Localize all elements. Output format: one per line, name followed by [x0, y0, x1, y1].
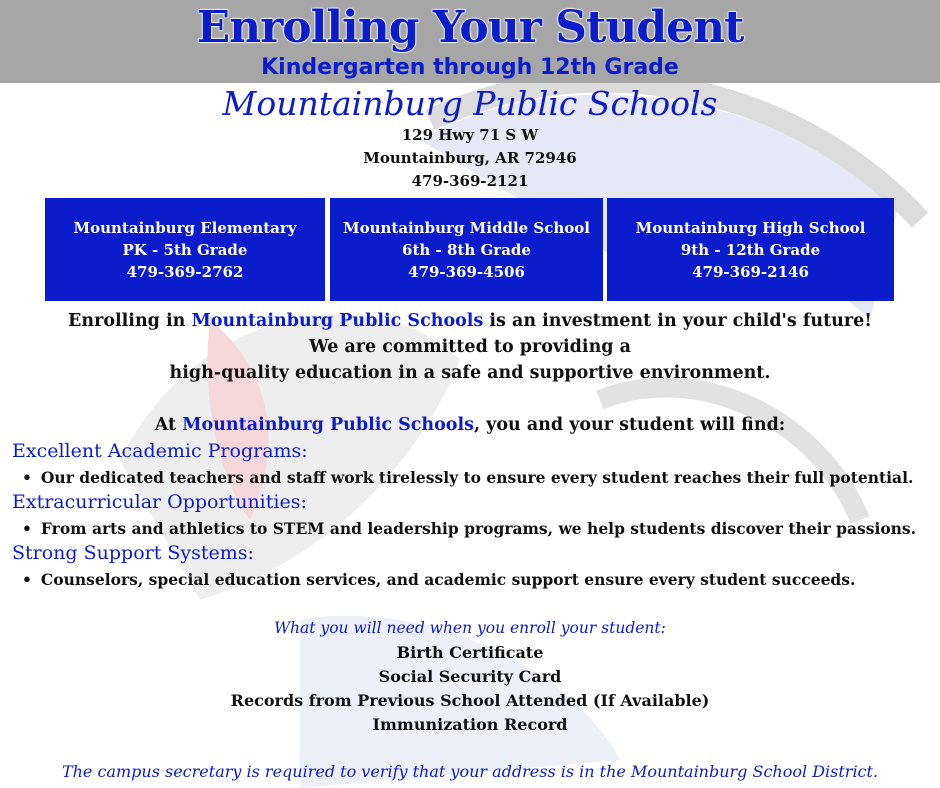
footer-note: The campus secretary is required to verify that your address is in the Mountainburg School District.	[61, 762, 879, 781]
page-title: Enrolling Your Student	[196, 2, 744, 53]
section-bullet: • Counselors, special education services, and academic support ensure every student succeeds.	[22, 570, 855, 589]
school-phone: 479-369-2146	[692, 263, 809, 281]
district-address-line1: 129 Hwy 71 S W	[401, 126, 539, 144]
school-grades: 9th - 12th Grade	[680, 241, 821, 259]
school-name: Mountainburg High School	[635, 219, 866, 237]
needs-item: Records from Previous School Attended (If Available)	[230, 691, 710, 710]
section-heading: Extracurricular Opportunities:	[12, 491, 307, 513]
school-name: Mountainburg Elementary	[73, 219, 297, 237]
district-highlight: Mountainburg Public Schools	[191, 311, 484, 331]
school-name: Mountainburg Middle School	[342, 219, 590, 237]
needs-item: Social Security Card	[378, 667, 562, 686]
district-name: Mountainburg Public Schools	[222, 84, 718, 123]
section-heading: Strong Support Systems:	[12, 542, 254, 564]
page-subtitle: Kindergarten through 12th Grade	[261, 55, 679, 80]
section-bullet: • Our dedicated teachers and staff work tirelessly to ensure every student reaches their full potential.	[22, 468, 913, 487]
school-box-high	[607, 198, 894, 301]
school-grades: 6th - 8th Grade	[402, 241, 531, 259]
needs-item: Birth Certificate	[396, 643, 544, 662]
school-phone: 479-369-2762	[126, 263, 244, 281]
section-heading: Excellent Academic Programs:	[12, 440, 308, 462]
needs-heading: What you will need when you enroll your student:	[274, 619, 666, 637]
district-phone: 479-369-2121	[411, 172, 529, 190]
needs-item: Immunization Record	[372, 715, 568, 734]
find-text: At Mountainburg Public Schools, you and your student will find:	[154, 415, 786, 435]
needs-list	[0, 641, 940, 737]
school-box-middle	[330, 198, 603, 301]
district-highlight: Mountainburg Public Schools	[182, 415, 474, 435]
school-box-elementary	[45, 198, 325, 301]
intro-text: Enrolling in Mountainburg Public Schools is an investment in your child's future! We are committed to providing a high-quality education in a safe and supportive environment.	[68, 311, 872, 383]
school-grades: PK - 5th Grade	[122, 241, 248, 259]
school-phone: 479-369-4506	[408, 263, 525, 281]
section-bullet: • From arts and athletics to STEM and leadership programs, we help students discover their passions.	[22, 519, 916, 538]
district-address-line2: Mountainburg, AR 72946	[363, 149, 577, 167]
